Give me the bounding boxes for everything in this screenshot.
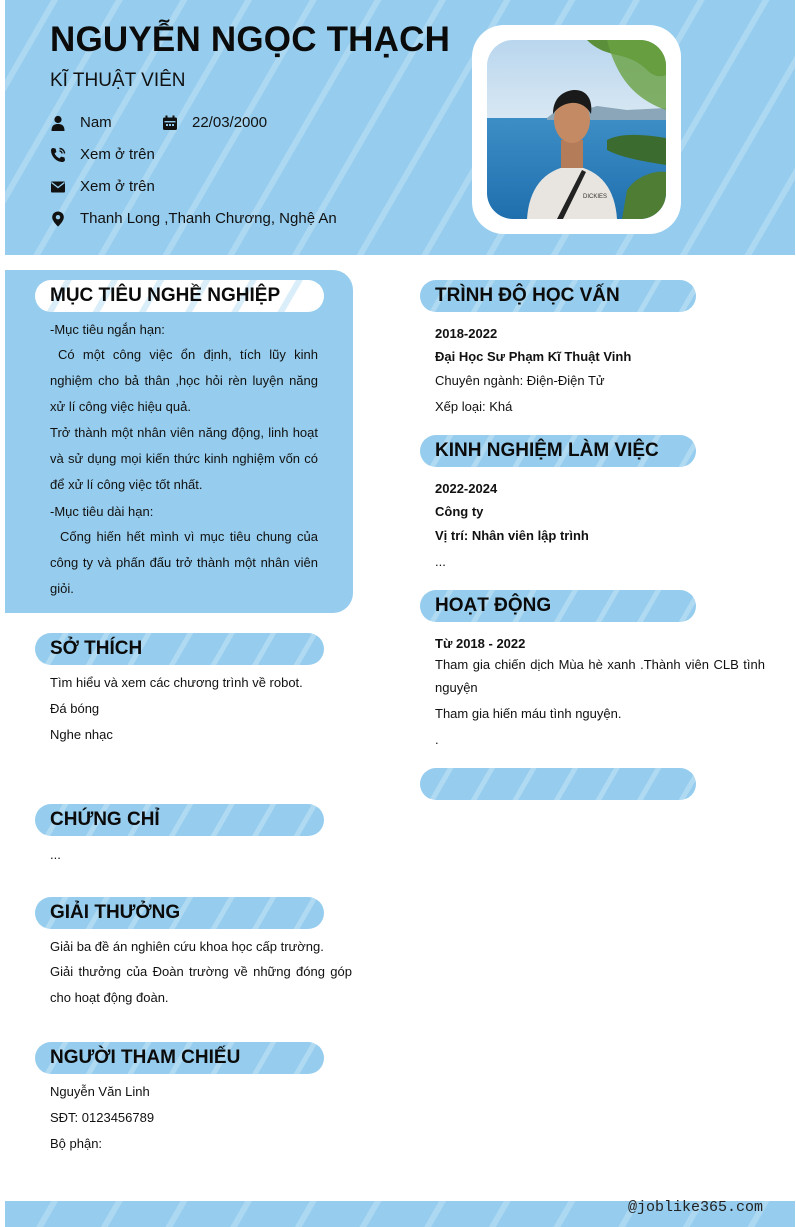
- objective-short-text: Có một công việc ổn định, tích lũy kinh nghiệm cho bả thân ,học hỏi rèn luyện năng xử lí công việc hiệu quả.: [50, 347, 318, 414]
- address-row: [50, 210, 337, 227]
- envelope-icon: [50, 179, 66, 195]
- reference-phone: SĐT: 0123456789: [50, 1110, 155, 1125]
- svg-text:DICKIES: DICKIES: [583, 194, 608, 200]
- email-value: Xem ở trên: [80, 178, 155, 195]
- hobby-item: Đá bóng: [50, 701, 100, 716]
- experience-position: Vị trí: Nhân viên lập trình: [435, 528, 589, 543]
- objective-long-label: -Mục tiêu dài hạn:: [50, 504, 154, 519]
- education-major: Chuyên ngành: Điện-Điện Tử: [435, 373, 605, 388]
- birthday-row: [162, 114, 267, 131]
- objective-short-text-2: Trở thành một nhân viên năng động, linh hoạt và sử dụng mọi kiến thức kinh nghiệm vốn có để xử lí công việc tốt nhất.: [50, 425, 318, 492]
- experience-extra: ...: [435, 554, 446, 569]
- activities-title: HOẠT ĐỘNG: [420, 590, 696, 622]
- phone-row: [50, 146, 155, 163]
- hobby-item: Nghe nhạc: [50, 727, 113, 742]
- header-banner: [5, 0, 795, 255]
- activities-period: Từ 2018 - 2022: [435, 636, 526, 651]
- objective-long-text: Cống hiến hết mình vì mục tiêu chung của công ty và phấn đấu trở thành một nhân viên giỏi.: [50, 529, 318, 596]
- hobbies-title: SỞ THÍCH: [35, 633, 324, 665]
- footer-watermark: @joblike365.com: [627, 1199, 763, 1216]
- address-value: Thanh Long ,Thanh Chương, Nghệ An: [80, 210, 337, 227]
- experience-company: Công ty: [435, 504, 484, 519]
- references-title: NGƯỜI THAM CHIẾU: [35, 1042, 324, 1074]
- birthday-value: 22/03/2000: [192, 114, 268, 131]
- activity-item: Tham gia hiến máu tình nguyện.: [435, 706, 622, 721]
- phone-icon: [50, 147, 66, 163]
- education-period: 2018-2022: [435, 326, 498, 341]
- awards-title: GIẢI THƯỞNG: [35, 897, 324, 929]
- gender-row: [50, 114, 112, 131]
- reference-name: Nguyễn Văn Linh: [50, 1084, 150, 1099]
- experience-title: KINH NGHIỆM LÀM VIỆC: [420, 435, 696, 467]
- objective-title: MỤC TIÊU NGHỀ NGHIỆP: [35, 280, 324, 312]
- map-pin-icon: [50, 211, 66, 227]
- phone-value: Xem ở trên: [80, 146, 155, 163]
- job-title: KĨ THUẬT VIÊN: [50, 70, 186, 91]
- activity-item: Tham gia chiến dịch Mùa hè xanh .Thành viên CLB tình nguyện: [435, 657, 765, 695]
- calendar-icon: [162, 115, 178, 131]
- profile-photo: [487, 40, 666, 219]
- footer-bar: [5, 1201, 795, 1227]
- objective-short-label: -Mục tiêu ngắn hạn:: [50, 322, 165, 337]
- user-icon: [50, 115, 66, 131]
- certificates-title: CHỨNG CHỈ: [35, 804, 324, 836]
- hobby-item: Tìm hiểu và xem các chương trình về robot.: [50, 675, 303, 690]
- activities-extra: .: [435, 732, 439, 747]
- experience-period: 2022-2024: [435, 481, 498, 496]
- award-item: Giải ba đề án nghiên cứu khoa học cấp trường.: [50, 939, 324, 954]
- candidate-name: NGUYỄN NGỌC THẠCH: [50, 20, 451, 59]
- award-item: Giải thưởng của Đoàn trường về những đóng góp cho hoạt động đoàn.: [50, 964, 352, 1005]
- education-grade: Xếp loại: Khá: [435, 399, 513, 414]
- empty-section-title: [420, 768, 696, 800]
- email-row: [50, 178, 155, 195]
- education-title: TRÌNH ĐỘ HỌC VẤN: [420, 280, 696, 312]
- education-school: Đại Học Sư Phạm Kĩ Thuật Vinh: [435, 349, 632, 364]
- gender-value: Nam: [80, 114, 112, 131]
- reference-department: Bộ phận:: [50, 1136, 103, 1151]
- photo-frame: [472, 25, 681, 234]
- certificates-text: ...: [50, 847, 61, 862]
